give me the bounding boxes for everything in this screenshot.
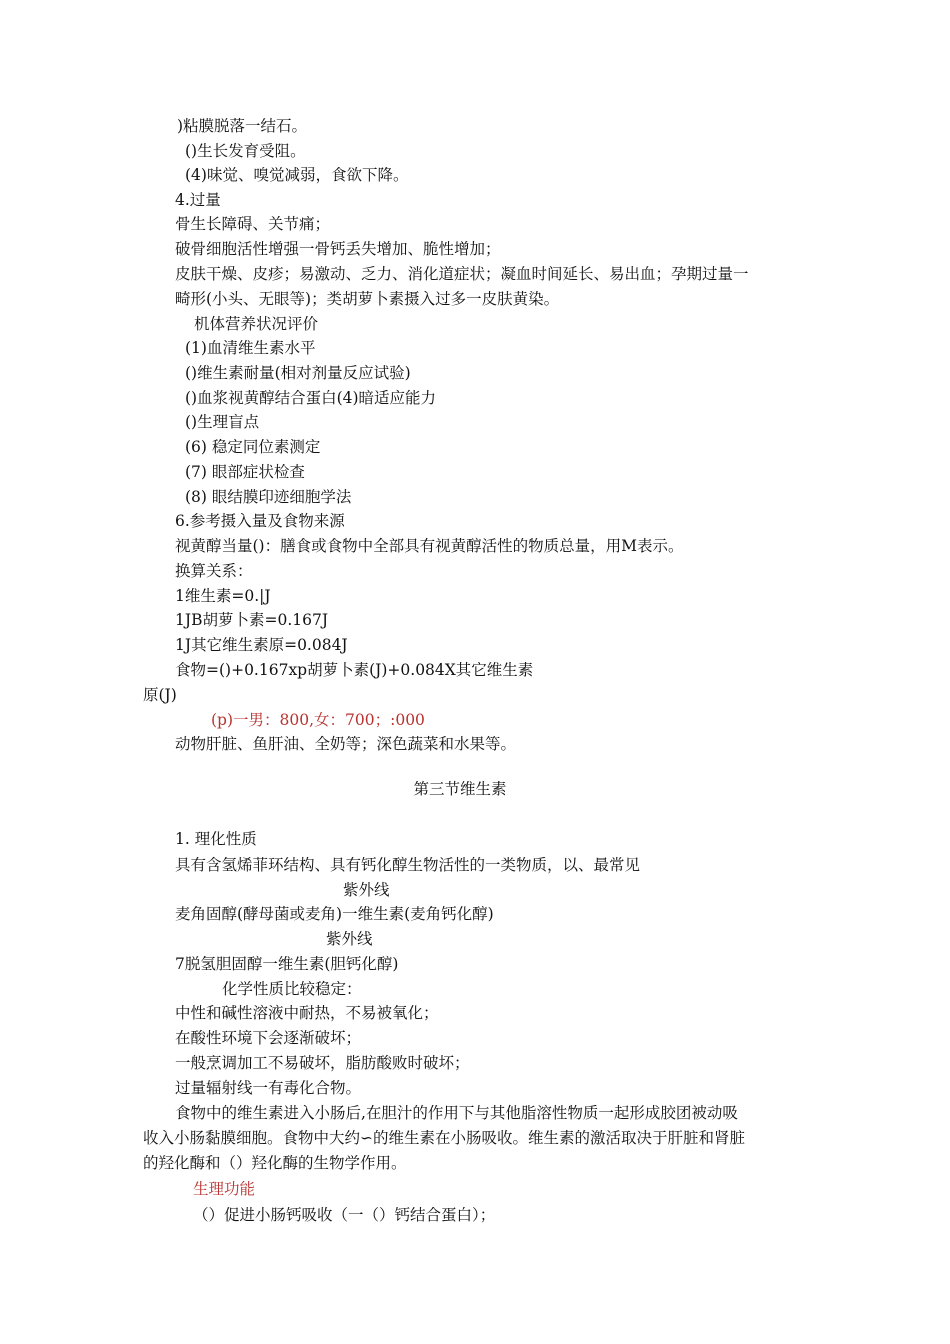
reaction-line: 麦角固醇(酵母菌或麦角)一维生素(麦角钙化醇) <box>175 905 494 923</box>
intake-reference-line: (p)一男：800,女：700；:000 <box>211 711 425 729</box>
text-line: （）促进小肠钙吸收（一（）钙结合蛋白）； <box>193 1206 496 1224</box>
formula-line: 1J其它维生素原=0.084J <box>175 636 348 654</box>
formula-line: 原(J) <box>143 686 177 704</box>
text-line: (4)味觉、嗅觉减弱，食欲下降。 <box>185 166 409 184</box>
text-line: 在酸性环境下会逐渐破坏； <box>175 1029 362 1047</box>
text-line: 化学性质比较稳定： <box>222 980 362 998</box>
text-line: ()生长发育受阻。 <box>185 142 306 160</box>
text-line: 畸形(小头、无眼等)；类胡萝卜素摄入过多一皮肤黄染。 <box>175 290 560 308</box>
list-item: ()维生素耐量(相对剂量反应试验) <box>185 364 411 382</box>
section-heading: 机体营养状况评价 <box>194 315 319 333</box>
paragraph-line: 收入小肠黏膜细胞。食物中大约∽的维生素在小肠吸收。维生素的激活取决于肝脏和肾脏 <box>143 1129 745 1147</box>
chapter-title: 第三节维生素 <box>413 780 507 798</box>
text-line: )粘膜脱落一结石。 <box>177 117 308 135</box>
formula-line: 1维生素=0.|J <box>175 587 271 605</box>
paragraph-line: 食物中的维生素进入小肠后,在胆汁的作用下与其他脂溶性物质一起形成胶团被动吸 <box>175 1104 738 1122</box>
list-item: ()生理盲点 <box>185 413 260 431</box>
list-item: (7) 眼部症状检查 <box>185 463 305 481</box>
section-heading: 1. 理化性质 <box>175 830 257 848</box>
reaction-line: 7脱氢胆固醇一维生素(胆钙化醇) <box>175 955 399 973</box>
list-item: (6) 稳定同位素测定 <box>185 438 321 456</box>
list-item: (8) 眼结膜印迹细胞学法 <box>185 488 352 506</box>
formula-line: 1JB胡萝卜素=0.167J <box>175 611 329 629</box>
formula-line: 食物=()+0.167xp胡萝卜素(J)+0.084X其它维生素 <box>175 661 534 679</box>
text-line: 破骨细胞活性增强一骨钙丢失增加、脆性增加； <box>175 240 501 258</box>
text-line: 过量辐射线一有毒化合物。 <box>175 1079 362 1097</box>
text-line: 视黄醇当量()：膳食或食物中全部具有视黄醇活性的物质总量，用M表示。 <box>175 537 684 555</box>
text-line: 动物肝脏、鱼肝油、全奶等；深色蔬菜和水果等。 <box>175 735 517 753</box>
text-line: 一般烹调加工不易破坏，脂肪酸败时破坏； <box>175 1054 470 1072</box>
text-line: 中性和碱性溶液中耐热，不易被氧化； <box>175 1004 439 1022</box>
reaction-label: 紫外线 <box>326 930 373 948</box>
list-item: ()血浆视黄醇结合蛋白(4)暗适应能力 <box>185 389 437 407</box>
section-heading: 生理功能 <box>193 1180 256 1198</box>
section-heading: 6.参考摄入量及食物来源 <box>175 512 345 530</box>
text-line: 骨生长障碍、关节痛； <box>175 215 331 233</box>
text-line: 皮肤干燥、皮疹；易激动、乏力、消化道症状；凝血时间延长、易出血；孕期过量一 <box>175 265 749 283</box>
text-line: 换算关系： <box>175 562 253 580</box>
paragraph-line: 的羟化酶和（）羟化酶的生物学作用。 <box>143 1154 407 1172</box>
text-line: 具有含氢烯菲环结构、具有钙化醇生物活性的一类物质，以、最常见 <box>175 856 641 874</box>
section-heading: 4.过量 <box>175 191 221 209</box>
list-item: (1)血清维生素水平 <box>185 339 316 357</box>
reaction-label: 紫外线 <box>343 881 390 899</box>
